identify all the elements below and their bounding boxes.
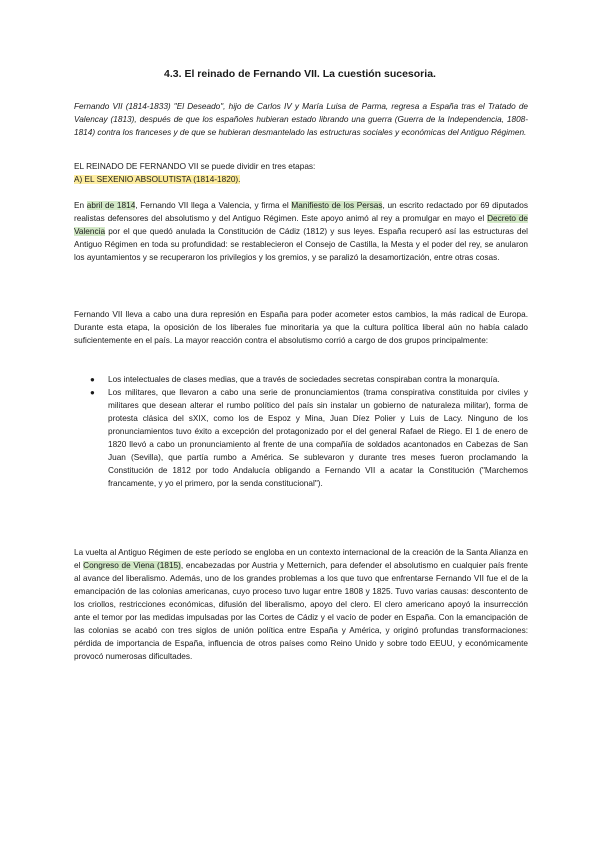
list-item xyxy=(74,373,528,386)
page-title: 4.3. El reinado de Fernando VII. La cuestión sucesoria. xyxy=(164,68,436,80)
highlight-abril-1814: abril de 1814 xyxy=(86,201,136,210)
bullet-icon: ● xyxy=(90,388,95,397)
paragraph-3 xyxy=(74,546,528,663)
p1-text-b: , Fernando VII llega a Valencia, y firma el xyxy=(135,201,292,210)
section-intro xyxy=(74,160,528,186)
bullet-text: Los intelectuales de clases medias, que a través de sociedades secretas conspiraban contra la monarquía. xyxy=(108,375,500,384)
intro-paragraph: Fernando VII (1814-1833) "El Deseado", hijo de Carlos IV y María Luisa de Parma, regresa a España tras el Tratado de Valencay (1813), después de que los españoles hubieran estado librando una guerra (Guerra de la Independencia, 1808-1814) contra los franceses y de que se hubieran desmantelado las estructuras sociales y económicas del Antiguo Régimen. xyxy=(74,102,528,138)
p1-text-d: por el que quedó anulada la Constitución de Cádiz (1812) y sus leyes. España recuperó así las estructuras del Antiguo Régimen en toda su profundidad: se restablecieron el Consejo de Castilla, la Mesta y el poder del rey, se anularon los ayuntamientos y se recuperaron los privilegios y los gremios, y se paralizó la desamortización, entre otras cosas. xyxy=(74,227,528,262)
highlight-manifiesto-persas: Manifiesto de los Persas xyxy=(291,201,383,210)
bullet-text: Los militares, que llevaron a cabo una serie de pronunciamientos (trama conspirativa constituida por civiles y militares que desean alterar el rumbo político del país sin instalar un gobierno de naturaleza militar), forma de protesta clásica del sXIX, como los de Espoz y Mina, Juan Díez Polier y Luis de Lacy. Ninguno de los pronunciamientos tuvo éxito a excepción del protagonizado por el del general Rafael de Riego. El 1 de enero de 1820 llevó a cabo un pronunciamiento al frente de una compañía de soldados acantonados en Cabezas de San Juan (Sevilla), que partía rumbo a América. Se sublevaron y durante tres meses fueron proclamando la Constitución de 1812 por todo Andalucía obligando a Fernando VII a acatar la Constitución ("Marchemos francamente, y yo el primero, por la senda constitucional"). xyxy=(108,388,528,488)
p1-text-a: En xyxy=(74,201,87,210)
paragraph-2: Fernando VII lleva a cabo una dura represión en España para poder acometer estos cambios, la más radical de Europa. Durante esta etapa, la oposición de los liberales fue minoritaria ya que la cultura política liberal aún no había calado suficientemente en el país. La mayor reacción contra el absolutismo corrió a cargo de dos grupos principalmente: xyxy=(74,310,528,345)
bullet-icon: ● xyxy=(90,375,95,384)
p3-text-b: , encabezadas por Austria y Metternich, para defender el absolutismo en cualquier país frente al avance del liberalismo. Además, uno de los grandes problemas a los que tuvo que enfrentarse Fernando VII fue el de la emancipación de las colonias americanas, cuyo proceso tuvo lugar entre 1808 y 1825. Tuvo varias causas: descontento de los criollos, restricciones económicas, difusión del liberalismo, apoyo del clero. El clero americano apoyó la insurrección ante el temor por las medidas impulsadas por las Cortes de Cádiz y el vacío de poder en España. Con la emancipación de las colonias se acabó con tres siglos de unión política entre España y América, y originó profundas transformaciones: pérdida de importancia de España, influencia de otros países como Reino Unido y sobre todo EEUU, y económicamente provocó numerosas dificultades. xyxy=(74,561,529,661)
bullet-list xyxy=(74,373,528,490)
section-heading-highlight: A) EL SEXENIO ABSOLUTISTA (1814-1820). xyxy=(74,175,241,184)
p3-text-a: La vuelta al Antiguo Régimen de este período se engloba en un contexto internacional de la creación de la Santa Alianza en el xyxy=(74,548,528,570)
highlight-decreto-valencia: Decreto de Valencia xyxy=(74,214,528,236)
p1-text-c: , un escrito redactado por 69 diputados realistas defensores del absolutismo y del Antiguo Régimen. Este apoyo animó al rey a promulgar en mayo el xyxy=(74,201,528,223)
highlight-congreso-viena: Congreso de Viena (1815) xyxy=(83,561,181,570)
section-heading xyxy=(74,173,528,186)
section-lead: EL REINADO DE FERNANDO VII se puede dividir en tres etapas: xyxy=(74,162,316,171)
list-item xyxy=(74,386,528,490)
paragraph-1 xyxy=(74,199,528,264)
